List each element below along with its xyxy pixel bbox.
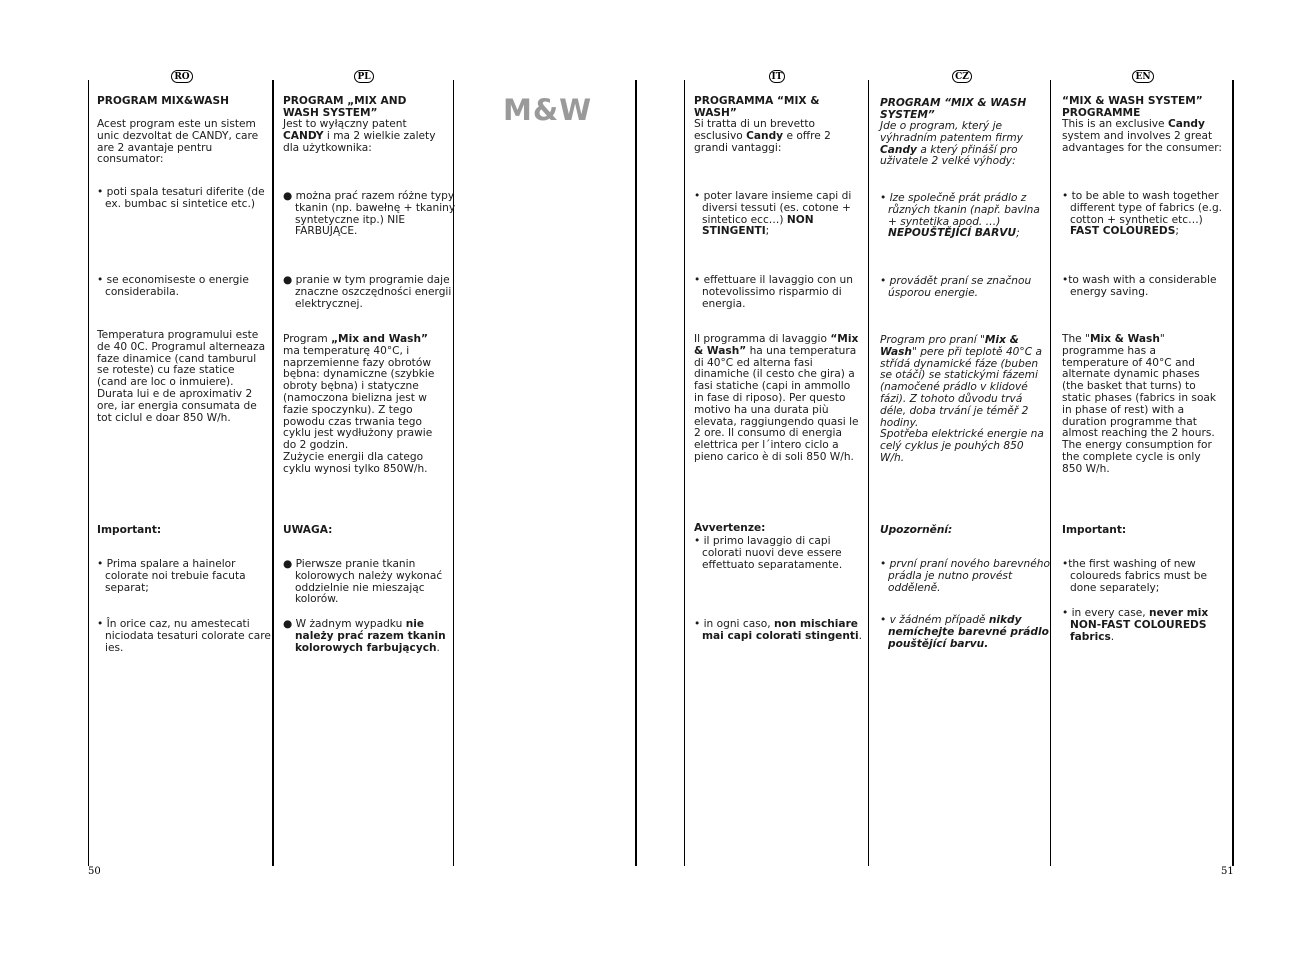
language-badge-cz: CZ	[952, 70, 972, 83]
ro-bullet-2: • se economiseste o energie considerabila.	[97, 274, 249, 298]
cz-warning-2: • v žádném případě nikdy nemíchejte barevné prádlo pouštějící barvu.	[880, 614, 1049, 650]
pl-title: PROGRAM „MIX AND WASH SYSTEM”	[283, 95, 407, 119]
en-bullet-1: • to be able to wash together different type of fabrics (e.g. cotton + synthetic etc…) FAST COLOUREDS;	[1062, 190, 1223, 238]
ro-warning-1: • Prima spalare a hainelor colorate noi trebuie facuta separat;	[97, 558, 246, 594]
language-badge-it: IT	[769, 70, 786, 83]
filled-circle-icon: ●	[283, 274, 296, 286]
cz-intro: Jde o program, který je výhradním patentem firmy Candy a který přináší pro uživatele 2 velké výhody:	[880, 120, 1023, 168]
it-warning-title: Avvertenze:	[694, 522, 766, 534]
cz-warning-1: • první praní nového barevného prádla je nutno provést odděleně.	[880, 558, 1050, 594]
cz-bullet-1: • lze společně prát prádlo z různých tkanin (např. bavlna + syntetika apod. …) NEPOUŠTĚJÍCÍ BARVU;	[880, 192, 1040, 240]
en-intro: This is an exclusive Candy system and involves 2 great advantages for the consumer:	[1062, 118, 1222, 154]
cz-paragraph: Program pro praní "Mix & Wash" pere při teplotě 40°C a střídá dynamické fáze (buben se otáčí) se statickými fázemi (namočené prádlo v klidové fázi). Z tohoto důvodu trvá déle, doba trvání je téměř 2 hodiny. Spotřeba elektrické energie na celý cyklus je pouhých 850 W/h.	[880, 334, 1044, 464]
cz-title: PROGRAM “MIX & WASH SYSTEM”	[880, 97, 1027, 121]
pl-warning-title: UWAGA:	[283, 524, 333, 536]
language-badge-pl: PL	[354, 70, 373, 83]
pl-warning-1: ● Pierwsze pranie tkanin kolorowych należy wykonać oddzielnie nie mieszając kolorów.	[283, 558, 443, 606]
rule-en-right	[1232, 80, 1234, 866]
it-bullet-1: • poter lavare insieme capi di diversi tessuti (es. cotone + sintetico ecc…) NON STINGENTI;	[694, 190, 852, 238]
it-warning-2: • in ogni caso, non mischiare mai capi colorati stingenti.	[694, 618, 862, 642]
en-bullet-2: •to wash with a considerable energy saving.	[1062, 274, 1217, 298]
it-bullet-2: • effettuare il lavaggio con un notevolissimo risparmio di energia.	[694, 274, 853, 310]
ro-title: PROGRAM MIX&WASH	[97, 95, 230, 107]
language-badge-ro: RO	[171, 70, 192, 83]
language-badge-en: EN	[1132, 70, 1153, 83]
it-paragraph: Il programma di lavaggio “Mix & Wash” ha una temperatura di 40°C ed alterna fasi dinamiche (il cesto che gira) a fasi statiche (capi in ammollo in fase di riposo). Per questo motivo ha una durata più elevata, raggiungendo quasi le 2 ore. Il consumo di energia elettrica per l´intero ciclo a pieno carico è di soli 850 W/h.	[694, 333, 859, 463]
page-number-right: 51	[1221, 866, 1234, 877]
en-warning-2: • in every case, never mix NON-FAST COLOUREDS fabrics.	[1062, 607, 1209, 643]
mw-title: M&W	[503, 93, 593, 127]
ro-paragraph: Temperatura programului este de 40 0C. Programul alterneaza faze dinamice (cand tamburul se roteste) cu faze statice (cand are loc o inmuiere). Durata lui e de aproximativ 2 ore, iar energia consumata de tot ciclul e doar 850 W/h.	[97, 329, 266, 424]
rule-it-cz	[868, 80, 869, 866]
pl-bullet-1: ● można prać razem różne typy tkanin (np. bawełnę + tkaniny syntetyczne itp.) NIE FARBUJĄCE.	[283, 190, 456, 238]
it-warning-1: • il primo lavaggio di capi colorati nuovi deve essere effettuato separatamente.	[694, 535, 843, 571]
pl-paragraph: Program „Mix and Wash” ma temperaturę 40°C, i naprzemienne fazy obrotów bębna: dynamiczne (szybkie obroty bębna) i statyczne (namoczona bielizna jest w fazie spoczynku). Z tego powodu czas trwania tego cyklu jest wydłużony prawie do 2 godzin. Zużycie energii dla catego cyklu wynosi tylko 850W/h.	[283, 333, 435, 475]
pl-warning-2: ● W żadnym wypadku nie należy prać razem tkanin kolorowych farbujących.	[283, 618, 446, 654]
page-number-left: 50	[88, 866, 101, 877]
filled-circle-icon: ●	[283, 558, 296, 570]
it-intro: Si tratta di un brevetto esclusivo Candy e offre 2 grandi vantaggi:	[694, 118, 831, 154]
cz-bullet-2: • provádět praní se značnou úsporou energie.	[880, 275, 1032, 299]
ro-warning-2: • În orice caz, nu amestecati niciodata tesaturi colorate care ies.	[97, 618, 271, 654]
en-title: “MIX & WASH SYSTEM” PROGRAMME	[1062, 95, 1203, 119]
filled-circle-icon: ●	[283, 618, 296, 630]
ro-bullet-1: • poti spala tesaturi diferite (de ex. bumbac si sintetice etc.)	[97, 186, 265, 210]
rule-right-page	[684, 80, 685, 866]
en-warning-title: Important:	[1062, 524, 1127, 536]
filled-circle-icon: ●	[283, 190, 296, 202]
en-paragraph: The "Mix & Wash" programme has a temperature of 40°C and alternate dynamic phases (the basket that turns) to static phases (fabrics in soak in phase of rest) with a duration programme that almost reaching the 2 hours. The energy consumption for the complete cycle is only 850 W/h.	[1062, 333, 1217, 475]
rule-left-page	[88, 80, 89, 866]
cz-warning-title: Upozornění:	[880, 524, 953, 536]
pl-intro: Jest to wyłączny patent CANDY i ma 2 wielkie zalety dla użytkownika:	[283, 118, 436, 154]
rule-page-gutter	[635, 80, 637, 866]
ro-warning-title: Important:	[97, 524, 162, 536]
ro-intro: Acest program este un sistem unic dezvoltat de CANDY, care are 2 avantaje pentru consumator:	[97, 118, 259, 166]
pl-bullet-2: ● pranie w tym programie daje znaczne oszczędności energii elektrycznej.	[283, 274, 452, 310]
en-warning-1: •the first washing of new coloureds fabrics must be done separately;	[1062, 558, 1207, 594]
it-title: PROGRAMMA “MIX & WASH”	[694, 95, 820, 119]
